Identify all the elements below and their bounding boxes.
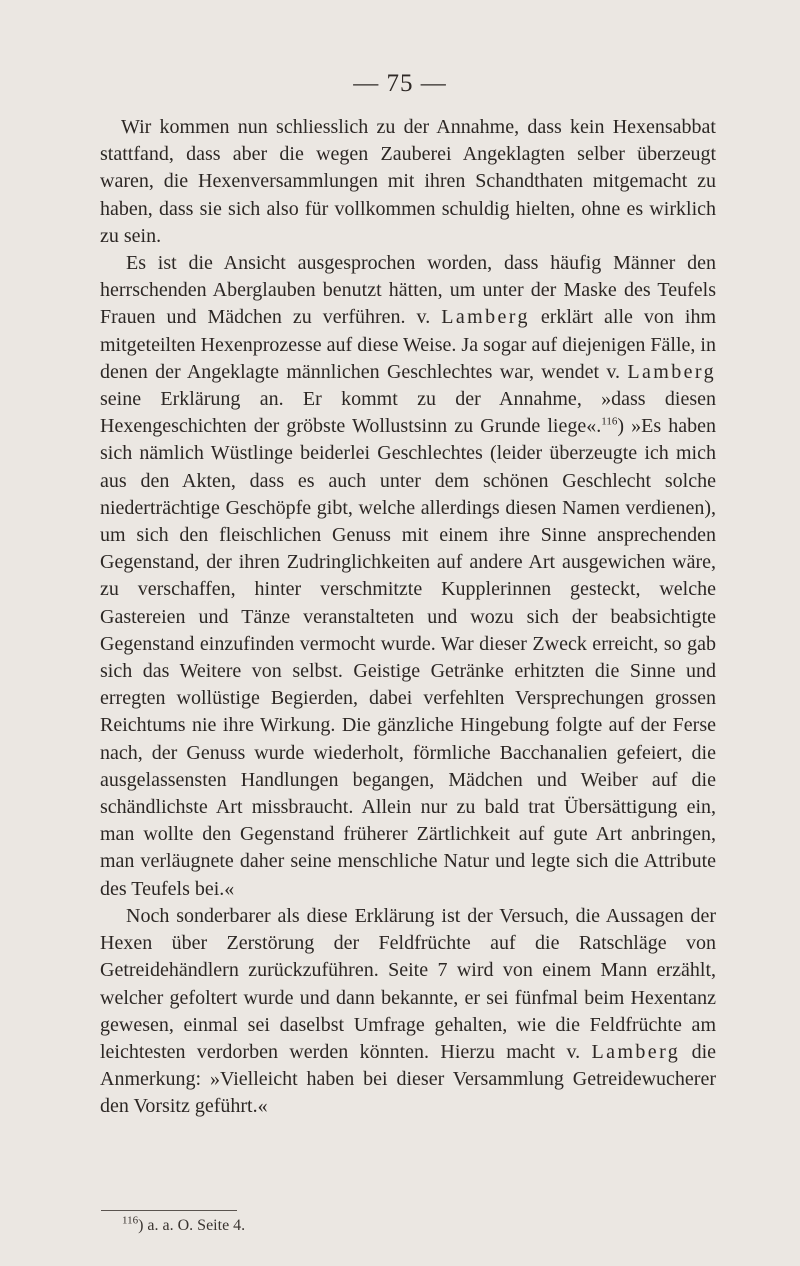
author-name-lamberg: Lamberg [627, 360, 717, 383]
footnote [122, 1216, 245, 1236]
footnote-reference: 116 [601, 415, 618, 428]
body-text [100, 114, 716, 1121]
footnote-marker: 116 [122, 1214, 139, 1227]
paragraph-3 [100, 903, 716, 1121]
paragraph-2-part-c: seine Erklärung an. Er kommt zu der Annahme, »dass diesen Hexengeschichten der gröbste Wollustsinn zu Grunde liege«. [100, 388, 716, 438]
paragraph-2-part-a: Es ist die Ansicht ausgesprochen worden, dass häufig Männer den herrschenden Aberglauben benutzt hätten, um unter der Maske des Teufels Frauen und Mädchen zu verführen. v. [100, 252, 716, 329]
paragraph-3-part-b: die Anmerkung: »Vielleicht haben bei dieser Versammlung Getreidewucherer den Vorsitz geführt.« [100, 1040, 717, 1118]
paragraph-3-part-a: Noch sonderbarer als diese Erklärung ist der Versuch, die Aussagen der Hexen über Zerstörung der Feldfrüchte auf die Ratschläge von Getreidehändlern zurückzuführen. Seite 7 wird von einem Mann erzählt, welcher gefoltert wurde und dann bekannte, er sei fünfmal beim Hexentanz gewesen, einmal sei daselbst Umfrage gehalten, wie die Feldfrüchte am leichtesten verdorben werden könnten. Hierzu macht v. [100, 904, 716, 1063]
author-name-lamberg: Lamberg [591, 1040, 681, 1063]
paragraph-1: Wir kommen nun schliesslich zu der Annahme, dass kein Hexensabbat stattfand, dass aber die wegen Zauberei Angeklagten selber überzeugt waren, die Hexenversammlungen mit ihren Schandthaten mitgemacht zu haben, dass sie sich also für vollkommen schuldig hielten, ohne es wirklich zu sein. [100, 116, 716, 247]
paragraph-2-part-b: erklärt alle von ihm mitgeteilten Hexenprozesse auf diese Weise. Ja sogar auf diejenigen Fälle, in denen der Angeklagte männlichen Geschlechtes war, wendet v. [100, 306, 717, 383]
author-name-lamberg: Lamberg [441, 306, 530, 329]
footnote-divider [101, 1210, 237, 1211]
page-number: — 75 — [353, 70, 447, 97]
paragraph-2-part-d: ) »Es haben sich nämlich Wüstlinge beiderlei Geschlechtes (leider überzeugte ich mich aus den Akten, dass es auch unter dem schönen Geschlecht solche niederträchtige Geschöpfe gibt, welche allerdings diesen Namen verdienen), um sich den fleischlichen Genuss mit einem ihre Sinne ansprechenden Gegenstand, der ihren Zudringlichkeiten auf andere Art ausgewichen wäre, zu verschaffen, hinter verschmitzte Kupplerinnen gesteckt, welche Gastereien und Tänze veranstalteten und wozu sich der beabsichtigte Gegenstand einzufinden vermocht wurde. War dieser Zweck erreicht, so gab sich das Weitere von selbst. Geistige Getränke erhitzten die Sinne und erregten wollüstige Begierden, dabei verfehlten Versprechungen grossen Reichtums nie ihre Wirkung. Die gänzliche Hingebung folgte auf der Ferse nach, der Genuss wurde wiederholt, förmliche Bacchanalien gefeiert, die ausgelassensten Handlungen begangen, Mädchen und Weiber auf die schändlichste Art missbraucht. Allein nur zu bald trat Übersättigung ein, man wollte den Gegenstand früherer Zärtlichkeit auf gute Art anbringen, man verläugnete daher seine menschliche Natur und legte sich die Attribute des Teufels bei.« [100, 415, 716, 900]
footnote-text: ) a. a. O. Seite 4. [138, 1217, 246, 1234]
paragraph-2 [100, 250, 716, 903]
